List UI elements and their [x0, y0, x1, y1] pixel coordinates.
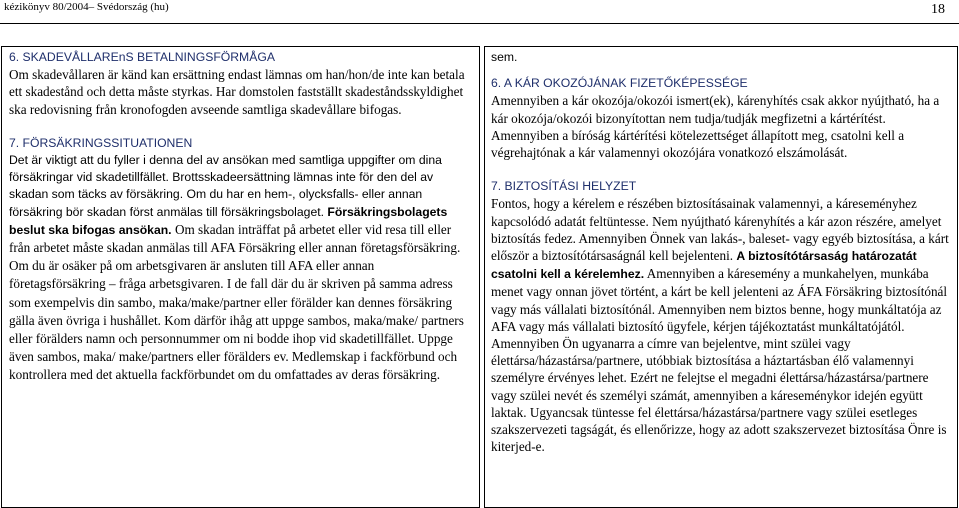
section-7-paragraph-2: Om skadan inträffat på arbetet eller vid resa till eller från arbetet måste skadan anmälas till AFA Försäkring eller annan företagsförsäkring. Om du är osäker på om arbetsgivaren är ansluten till AFA eller annan företagsförsäkring – fråga arbetsgivaren. I de fall där du är skriven på samma adress som exempelvis din sambo, maka/make/partner eller förälder kan dennes försäkring gälla även övriga i hushållet. Kom därför ihåg att uppge sambos, maka/make/ partners eller förälders namn och personnummer om ni bodde ihop vid skadetillfället. Uppge även sambos, maka/ make/partners eller förälders ev. Medlemskap i fackförbund och kontrollera med det aktuella fackförbundet om du omfattades av deras försäkring. [9, 221, 464, 383]
header-divider [0, 23, 959, 24]
swedish-column [1, 46, 480, 508]
section-7-title-hu: 7. BIZTOSÍTÁSI HELYZET [491, 179, 637, 194]
section-7-bold-note-hu: A biztosítótársaság határozatát csatolni kell a kérelemhez. [491, 249, 917, 282]
section-6-title: 6. SKADEVÅLLAREnS BETALNINGSFÖRMÅGA [9, 50, 275, 64]
hungarian-column [484, 46, 958, 508]
section-7-paragraph-2-hu: Amennyiben a káresemény a munkahelyen, munkába menet vagy onnan jövet történt, a kárt be kell jelenteni az ÁFA Försäkring biztosítónál vagy más vállalati biztosítónál. Amennyiben nem biztos benne, hogy munkáltatója az AFA vagy más vállalati biztosító ügyfele, kérjen tájékoztatást munkáltatójától. Amennyiben Ön ugyanarra a címre van bejelentve, mint szülei vagy élettársa/házastársa/partnere, utóbbiak biztosítása a háztartásban élő valamennyi személyre érvényes lehet. Ezért ne felejtse el megadni élettársa/házastársa/partnere vagy szülei nevét és személyi számát, amennyiben a káreseménykor idején együtt laktak. Ugyancsak tüntesse fel élettársa/házastársa/partnere vagy szülei esetleges szakszervezeti tagságát, és ellenőrizze, hogy az adott szakszervezet biztosítása Önre is kiterjed-e. [491, 266, 948, 455]
section-7-text [9, 152, 473, 385]
section-7-paragraph-1-hu: Fontos, hogy a kérelem e részében biztosításainak valamennyi, a káreseményhez kapcsolódó adatát feltüntesse. Nem nyújtható kárenyhítés a kár azon részére, amelyet biztosítás fedez. Amennyiben Önnek van lakás-, baleset- vagy egyéb biztosítása, a kárt először a biztosítótársaságnál kell bejelenteni. [491, 196, 949, 264]
journal-header: kézikönyv 80/2004– Svédország (hu) [4, 1, 169, 13]
continuation-text: sem. [491, 50, 518, 64]
section-6-text: Om skadevållaren är känd kan ersättning endast lämnas om han/hon/de inte kan betala ett skadestånd och detta måste styrkas. Har domstolen fastställt skadeståndsskyldighet ska redovisning från kronofogden avseende samtliga skadevållare bifogas. [9, 67, 465, 117]
section-7-bold-note: Försäkringsbolagets beslut ska bifogas ansökan. [9, 204, 448, 237]
section-6-title-hu: 6. A KÁR OKOZÓJÁNAK FIZETŐKÉPESSÉGE [491, 76, 748, 91]
section-6-text-hu: Amennyiben a kár okozója/okozói ismert(ek), kárenyhítés csak akkor nyújtható, ha a kár okozója/okozói bizonyítottan nem tudja/tudják megfizetni a kártérítést. Amennyiben a bíróság kártérítési kötelezettséget állapított meg, csatolni kell a végrehajtónak a kár valamennyi okozójára vonatkozó elszámolását. [491, 93, 940, 161]
section-7-paragraph-1: Det är viktigt att du fyller i denna del av ansökan med samtliga uppgifter om dina försäkringar vid skadetillfället. Brottsskadeersättning lämnas inte för den del av skadan som täcks av försäkring. Om du har en hem-, olycksfalls- eller annan försäkring bör skadan först anmälas till försäkringsbolaget. [9, 153, 442, 219]
page-number: 18 [931, 2, 945, 17]
section-7-text-hu [491, 195, 951, 455]
section-7-title: 7. FÖRSÄKRINGSSITUATIONEN [9, 135, 193, 150]
